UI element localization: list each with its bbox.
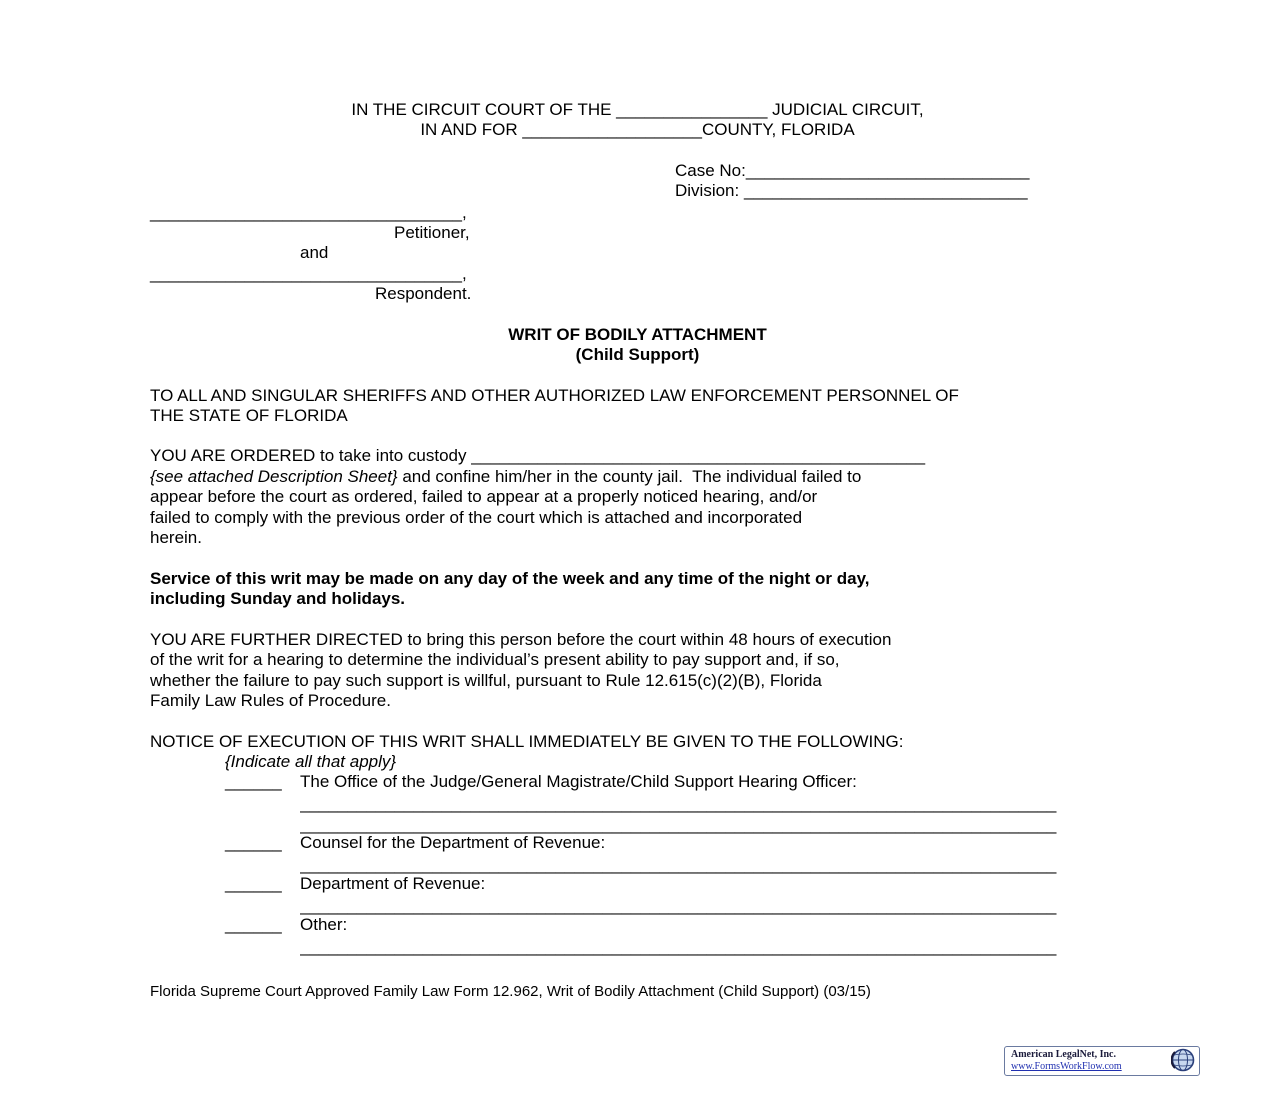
directed-line-1: YOU ARE FURTHER DIRECTED to bring this person before the court within 48 hours of execution — [150, 630, 892, 649]
notice-heading: NOTICE OF EXECUTION OF THIS WRIT SHALL IMMEDIATELY BE GIVEN TO THE FOLLOWING: — [150, 732, 904, 751]
address-line-2: THE STATE OF FLORIDA — [150, 406, 348, 425]
notice-item-dor: Department of Revenue: — [300, 874, 486, 893]
and-label: and — [300, 243, 329, 262]
court-caption-line: IN THE CIRCUIT COURT OF THE ________________ JUDICIAL CIRCUIT, — [351, 100, 924, 119]
directed-line-3: whether the failure to pay such support is willful, pursuant to Rule 12.615(c)(2)(B), Florida — [150, 671, 822, 690]
directed-line-2: of the writ for a hearing to determine the individual’s present ability to pay support and, if so, — [150, 650, 840, 669]
counsel-dor-blank[interactable]: ________________________________________________________________________________ — [300, 855, 1057, 874]
case-number-field: Case No:______________________________ — [675, 161, 1030, 180]
checkbox-blank-dor[interactable]: ______ — [225, 874, 282, 893]
respondent-name-blank: _________________________________, — [150, 264, 467, 283]
division-field: Division: ______________________________ — [675, 181, 1028, 200]
petitioner-name-blank: _________________________________, — [150, 203, 467, 222]
checkbox-blank-judge-office[interactable]: ______ — [225, 772, 282, 791]
ordered-line-2 — [150, 467, 861, 487]
vendor-url-link[interactable]: www.FormsWorkFlow.com — [1011, 1061, 1122, 1072]
judge-office-blank-2[interactable]: ________________________________________________________________________________ — [300, 815, 1057, 834]
notice-item-judge-office: The Office of the Judge/General Magistrate/Child Support Hearing Officer: — [300, 772, 857, 791]
form-footer: Florida Supreme Court Approved Family Law Form 12.962, Writ of Bodily Attachment (Child Support) (03/15) — [150, 983, 871, 1000]
address-line-1: TO ALL AND SINGULAR SHERIFFS AND OTHER AUTHORIZED LAW ENFORCEMENT PERSONNEL OF — [150, 386, 959, 405]
ordered-line-1: YOU ARE ORDERED to take into custody ________________________________________________ — [150, 446, 926, 465]
judge-office-blank-1[interactable]: ________________________________________________________________________________ — [300, 794, 1057, 813]
document-title: WRIT OF BODILY ATTACHMENT — [508, 325, 767, 344]
notice-item-other: Other: — [300, 915, 348, 934]
ordered-line-2-text: and confine him/her in the county jail. The individual failed to — [397, 467, 862, 486]
description-sheet-note: {see attached Description Sheet} — [150, 467, 398, 486]
checkbox-blank-counsel-dor[interactable]: ______ — [225, 833, 282, 852]
vendor-logo — [1004, 1046, 1200, 1076]
directed-line-4: Family Law Rules of Procedure. — [150, 691, 391, 710]
notice-instruction: {Indicate all that apply} — [225, 752, 397, 771]
document-subtitle: (Child Support) — [575, 345, 700, 364]
checkbox-blank-other[interactable]: ______ — [225, 915, 282, 934]
ordered-line-3: appear before the court as ordered, failed to appear at a properly noticed hearing, and/or — [150, 487, 818, 506]
other-blank[interactable]: ________________________________________________________________________________ — [300, 937, 1057, 956]
vendor-name: American LegalNet, Inc. — [1011, 1049, 1116, 1060]
globe-icon — [1171, 1048, 1195, 1072]
respondent-label: Respondent. — [375, 284, 472, 303]
service-line-2: including Sunday and holidays. — [150, 589, 406, 608]
notice-item-counsel-dor: Counsel for the Department of Revenue: — [300, 833, 606, 852]
service-line-1: Service of this writ may be made on any day of the week and any time of the night or day, — [150, 569, 870, 588]
ordered-line-4: failed to comply with the previous order of the court which is attached and incorporated — [150, 508, 803, 527]
petitioner-label: Petitioner, — [394, 223, 470, 242]
ordered-line-5: herein. — [150, 528, 202, 547]
dor-blank[interactable]: ________________________________________________________________________________ — [300, 896, 1057, 915]
county-caption-line: IN AND FOR ___________________COUNTY, FLORIDA — [420, 120, 855, 139]
